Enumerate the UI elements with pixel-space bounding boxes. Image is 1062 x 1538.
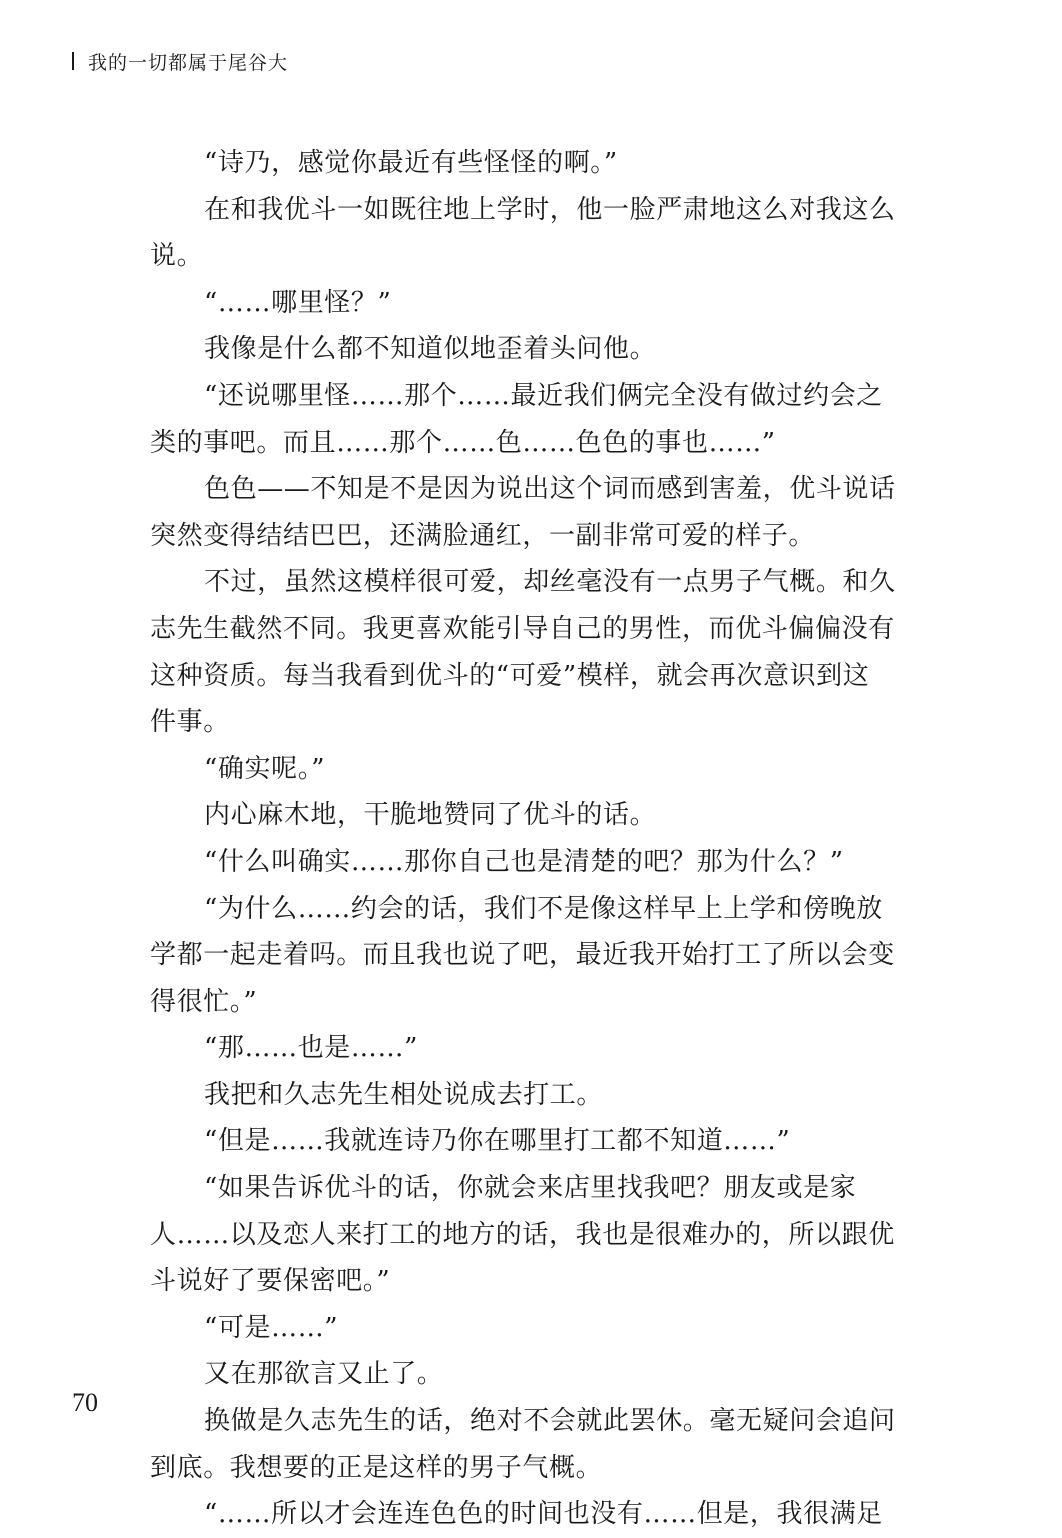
text-line: 不过，虽然这模样很可爱，却丝毫没有一点男子气概。和久 xyxy=(204,567,896,598)
text-line: 说。 xyxy=(150,241,204,272)
text-line: 又在那欲言又止了。 xyxy=(204,1359,444,1390)
text-line: 色色——不知是不是因为说出这个词而感到害羞，优斗说话 xyxy=(204,474,896,505)
text-line: 人……以及恋人来打工的地方的话，我也是很难办的，所以跟优 xyxy=(150,1219,895,1250)
text-line: “确实呢。” xyxy=(204,753,326,784)
text-line: “……哪里怪？” xyxy=(204,287,392,318)
text-line: “……所以才会连连色色的时间也没有……但是，我很满足 xyxy=(204,1499,883,1530)
text-line: 志先生截然不同。我更喜欢能引导自己的男性，而优斗偏偏没有 xyxy=(150,613,895,644)
text-line: 换做是久志先生的话，绝对不会就此罢休。毫无疑问会追问 xyxy=(204,1406,896,1437)
text-line: “什么叫确实……那你自己也是清楚的吧？那为什么？” xyxy=(204,846,844,877)
text-line: “可是……” xyxy=(204,1312,339,1343)
running-header xyxy=(72,46,288,76)
text-line: 类的事吧。而且……那个……色……色色的事也……” xyxy=(150,427,776,458)
text-line: 学都一起走着吗。而且我也说了吧，最近我开始打工了所以会变 xyxy=(150,940,895,971)
text-line: 得很忙。” xyxy=(150,986,258,1017)
text-line: 我把和久志先生相处说成去打工。 xyxy=(204,1079,604,1110)
text-line: “如果告诉优斗的话，你就会来店里找我吧？朋友或是家 xyxy=(204,1173,857,1204)
page-number: 70 xyxy=(72,1388,98,1417)
text-line: 到底。我想要的正是这样的男子气概。 xyxy=(150,1452,603,1483)
text-line: 件事。 xyxy=(150,707,230,738)
header-divider xyxy=(72,52,74,70)
text-line: “为什么……约会的话，我们不是像这样早上上学和傍晚放 xyxy=(204,893,883,924)
text-line: “诗乃，感觉你最近有些怪怪的啊。” xyxy=(204,148,618,178)
body-text xyxy=(150,140,896,1538)
text-line: 我像是什么都不知道似地歪着头问他。 xyxy=(204,334,657,365)
text-line: 突然变得结结巴巴，还满脸通红，一副非常可爱的样子。 xyxy=(150,520,816,551)
text-line: 斗说好了要保密吧。” xyxy=(150,1266,391,1297)
text-line: “但是……我就连诗乃你在哪里打工都不知道……” xyxy=(204,1126,791,1157)
text-line: 这种资质。每当我看到优斗的“可爱”模样，就会再次意识到这 xyxy=(150,660,870,691)
text-line: “那……也是……” xyxy=(204,1033,418,1064)
book-title: 我的一切都属于尾谷大 xyxy=(88,51,289,74)
text-line: 内心麻木地，干脆地赞同了优斗的话。 xyxy=(204,800,657,831)
text-line: “还说哪里怪……那个……最近我们俩完全没有做过约会之 xyxy=(204,380,883,411)
text-line: 在和我优斗一如既往地上学时，他一脸严肃地这么对我这么 xyxy=(204,194,896,225)
